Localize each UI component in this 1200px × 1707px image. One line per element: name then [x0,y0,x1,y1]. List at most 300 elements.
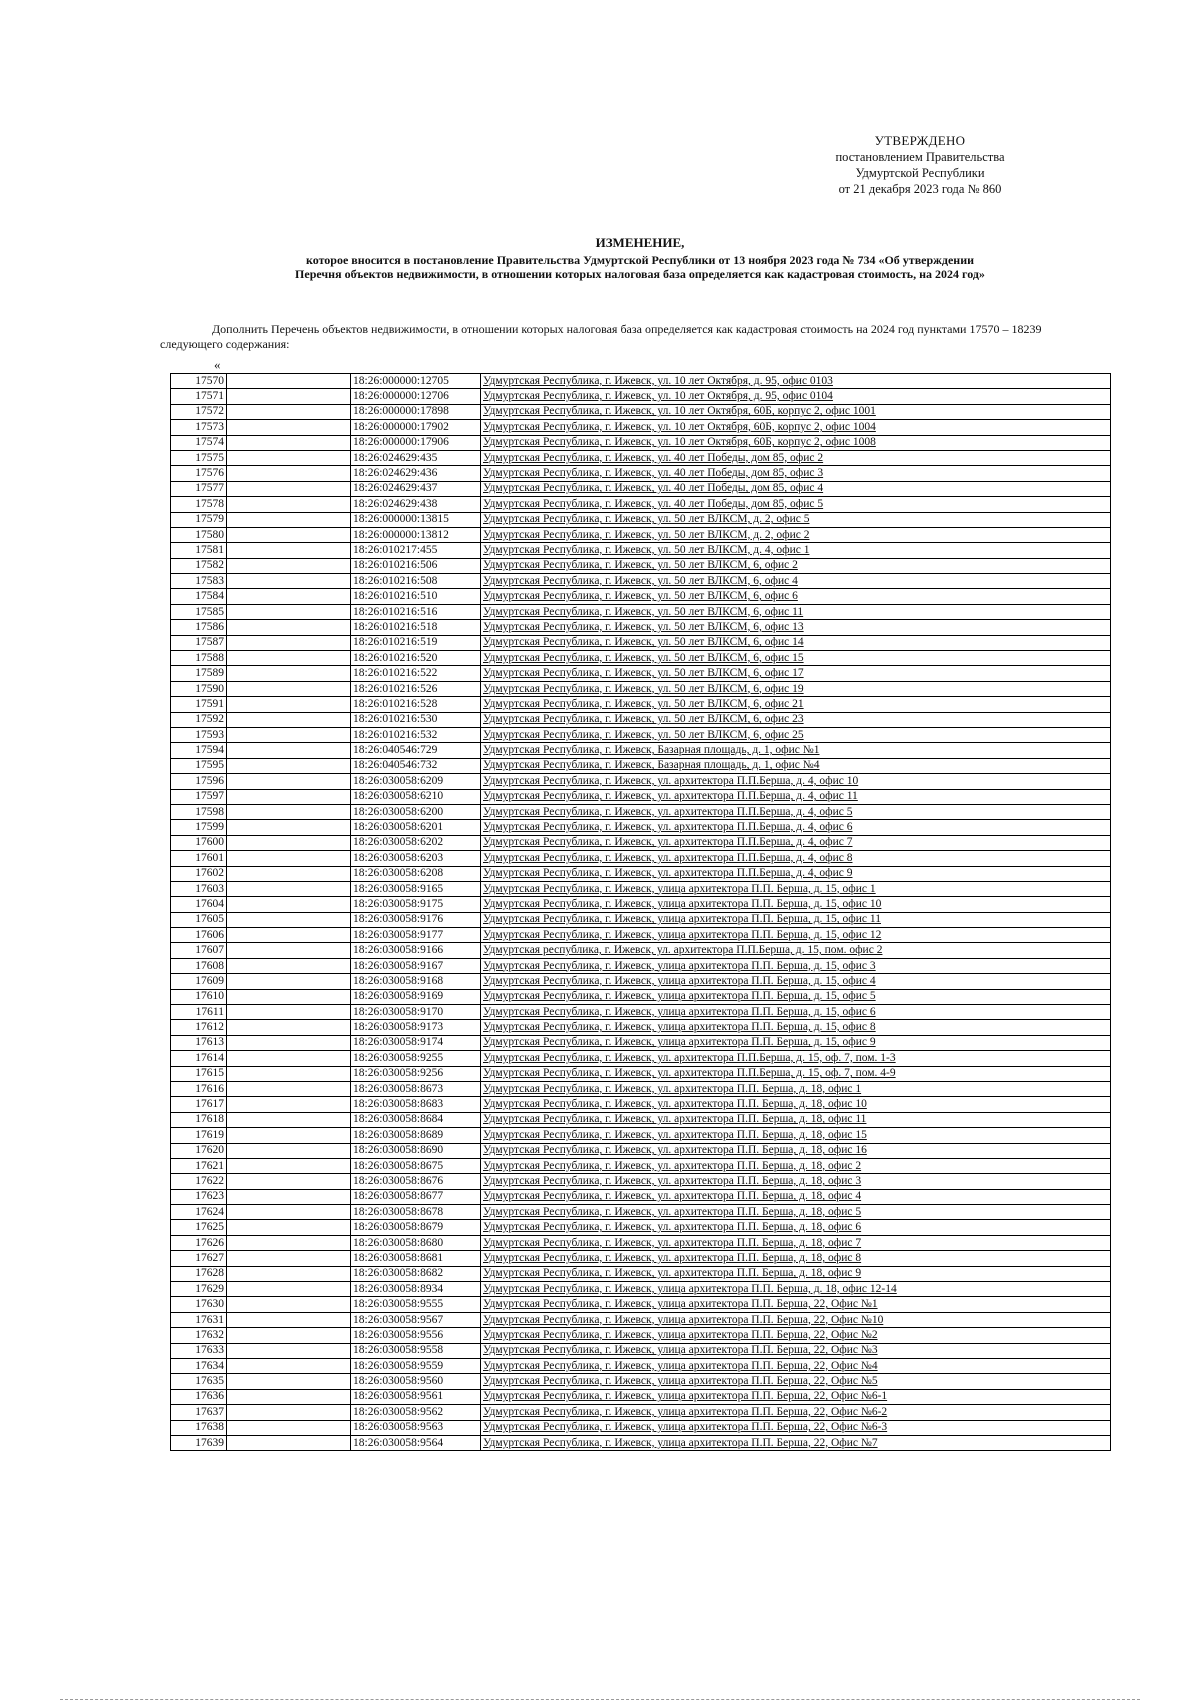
item-number: 17576 [171,466,227,481]
item-number: 17593 [171,727,227,742]
empty-cell [227,1128,351,1143]
table-row [171,1020,1111,1035]
table-row [171,1143,1111,1158]
table-row [171,1359,1111,1374]
table-row [171,1174,1111,1189]
table-row [171,1235,1111,1250]
address: Удмуртская Республика, г. Ижевск, ул. архитектора П.П. Берша, д. 18, офис 1 [481,1081,1111,1096]
address: Удмуртская Республика, г. Ижевск, улица архитектора П.П. Берша, д. 15, офис 8 [481,1020,1111,1035]
item-number: 17610 [171,989,227,1004]
item-number: 17602 [171,866,227,881]
cadastral-number: 18:26:030058:9563 [351,1420,481,1435]
table-row [171,497,1111,512]
table-row [171,1435,1111,1450]
intro-paragraph: Дополнить Перечень объектов недвижимости, в отношении которых налоговая база определяется как кадастровая стоимость на 2024 год пунктами 17570 – 18239 следующего содержания: [160,322,1042,351]
empty-cell [227,1143,351,1158]
address: Удмуртская Республика, г. Ижевск, улица архитектора П.П. Берша, 22, Офис №2 [481,1328,1111,1343]
cadastral-number: 18:26:000000:17898 [351,404,481,419]
item-number: 17603 [171,881,227,896]
empty-cell [227,881,351,896]
table-row [171,466,1111,481]
address: Удмуртская Республика, г. Ижевск, ул. 40 лет Победы, дом 85, офис 5 [481,497,1111,512]
empty-cell [227,1359,351,1374]
address: Удмуртская Республика, г. Ижевск, улица архитектора П.П. Берша, д. 15, офис 11 [481,912,1111,927]
item-number: 17634 [171,1359,227,1374]
address: Удмуртская Республика, г. Ижевск, ул. архитектора П.П. Берша, д. 18, офис 7 [481,1235,1111,1250]
address: Удмуртская Республика, г. Ижевск, ул. 50 лет ВЛКСМ, 6, офис 15 [481,651,1111,666]
address: Удмуртская Республика, г. Ижевск, улица архитектора П.П. Берша, 22, Офис №4 [481,1359,1111,1374]
cadastral-number: 18:26:030058:6202 [351,835,481,850]
table-row [171,1097,1111,1112]
address: Удмуртская Республика, г. Ижевск, Базарная площадь, д. 1, офис №4 [481,758,1111,773]
table-row [171,789,1111,804]
address: Удмуртская Республика, г. Ижевск, ул. архитектора П.П. Берша, д. 18, офис 8 [481,1251,1111,1266]
address: Удмуртская Республика, г. Ижевск, ул. архитектора П.П. Берша, д. 18, офис 11 [481,1112,1111,1127]
table-row [171,820,1111,835]
cadastral-number: 18:26:000000:12706 [351,389,481,404]
address: Удмуртская Республика, г. Ижевск, улица архитектора П.П. Берша, д. 15, офис 3 [481,958,1111,973]
cadastral-number: 18:26:030058:8681 [351,1251,481,1266]
cadastral-number: 18:26:000000:17906 [351,435,481,450]
table-row [171,727,1111,742]
address: Удмуртская Республика, г. Ижевск, ул. архитектора П.П. Берша, д. 18, офис 16 [481,1143,1111,1158]
empty-cell [227,712,351,727]
cadastral-number: 18:26:010216:520 [351,651,481,666]
address: Удмуртская Республика, г. Ижевск, улица архитектора П.П. Берша, 22, Офис №6-3 [481,1420,1111,1435]
cadastral-number: 18:26:040546:732 [351,758,481,773]
address: Удмуртская Республика, г. Ижевск, улица архитектора П.П. Берша, 22, Офис №10 [481,1312,1111,1327]
table-row [171,420,1111,435]
empty-cell [227,820,351,835]
document-heading [200,236,1080,281]
cadastral-number: 18:26:030058:6210 [351,789,481,804]
empty-cell [227,743,351,758]
item-number: 17575 [171,450,227,465]
cadastral-number: 18:26:030058:9177 [351,928,481,943]
table-row [171,1282,1111,1297]
table-row [171,851,1111,866]
empty-cell [227,727,351,742]
item-number: 17600 [171,835,227,850]
address: Удмуртская Республика, г. Ижевск, ул. 10 лет Октября, 60Б, корпус 2, офис 1004 [481,420,1111,435]
item-number: 17587 [171,635,227,650]
table-row [171,1405,1111,1420]
item-number: 17617 [171,1097,227,1112]
table-row [171,774,1111,789]
address: Удмуртская Республика, г. Ижевск, улица архитектора П.П. Берша, 22, Офис №5 [481,1374,1111,1389]
cadastral-number: 18:26:030058:9558 [351,1343,481,1358]
cadastral-number: 18:26:030058:8673 [351,1081,481,1096]
address: Удмуртская Республика, г. Ижевск, улица архитектора П.П. Берша, д. 18, офис 12-14 [481,1282,1111,1297]
cadastral-number: 18:26:000000:13815 [351,512,481,527]
table-row [171,404,1111,419]
item-number: 17591 [171,697,227,712]
address: Удмуртская Республика, г. Ижевск, ул. 40 лет Победы, дом 85, офис 3 [481,466,1111,481]
empty-cell [227,974,351,989]
table-row [171,928,1111,943]
address: Удмуртская Республика, г. Ижевск, улица архитектора П.П. Берша, д. 15, офис 10 [481,897,1111,912]
empty-cell [227,1035,351,1050]
table-row [171,620,1111,635]
cadastral-number: 18:26:030058:8684 [351,1112,481,1127]
empty-cell [227,1189,351,1204]
cadastral-number: 18:26:030058:9174 [351,1035,481,1050]
table-row [171,1081,1111,1096]
item-number: 17628 [171,1266,227,1281]
empty-cell [227,835,351,850]
item-number: 17636 [171,1389,227,1404]
item-number: 17588 [171,651,227,666]
empty-cell [227,1158,351,1173]
empty-cell [227,620,351,635]
item-number: 17625 [171,1220,227,1235]
item-number: 17629 [171,1282,227,1297]
table-row [171,835,1111,850]
table-row [171,804,1111,819]
address: Удмуртская Республика, г. Ижевск, ул. архитектора П.П. Берша, д. 18, офис 15 [481,1128,1111,1143]
address: Удмуртская Республика, г. Ижевск, ул. 50 лет ВЛКСМ, 6, офис 6 [481,589,1111,604]
empty-cell [227,389,351,404]
item-number: 17633 [171,1343,227,1358]
address: Удмуртская Республика, г. Ижевск, улица архитектора П.П. Берша, д. 15, офис 6 [481,1005,1111,1020]
item-number: 17638 [171,1420,227,1435]
table-body [171,374,1111,1451]
empty-cell [227,774,351,789]
empty-cell [227,1066,351,1081]
cadastral-number: 18:26:030058:9170 [351,1005,481,1020]
cadastral-number: 18:26:030058:9169 [351,989,481,1004]
item-number: 17631 [171,1312,227,1327]
cadastral-number: 18:26:030058:8934 [351,1282,481,1297]
cadastral-number: 18:26:030058:9567 [351,1312,481,1327]
address: Удмуртская Республика, г. Ижевск, ул. 50 лет ВЛКСМ, 6, офис 14 [481,635,1111,650]
empty-cell [227,435,351,450]
empty-cell [227,1266,351,1281]
cadastral-number: 18:26:010216:510 [351,589,481,604]
item-number: 17592 [171,712,227,727]
cadastral-number: 18:26:030058:8678 [351,1205,481,1220]
cadastral-number: 18:26:030058:8689 [351,1128,481,1143]
cadastral-number: 18:26:030058:6203 [351,851,481,866]
address: Удмуртская Республика, г. Ижевск, ул. 50 лет ВЛКСМ, 6, офис 21 [481,697,1111,712]
table-row [171,1389,1111,1404]
address: Удмуртская республика, г. Ижевск, ул. архитектора П.П.Берша, д. 15, пом. офис 2 [481,943,1111,958]
empty-cell [227,1097,351,1112]
item-number: 17594 [171,743,227,758]
item-number: 17626 [171,1235,227,1250]
empty-cell [227,374,351,389]
table-row [171,758,1111,773]
table-row [171,958,1111,973]
table-row [171,1205,1111,1220]
empty-cell [227,866,351,881]
address: Удмуртская Республика, г. Ижевск, улица архитектора П.П. Берша, д. 15, офис 9 [481,1035,1111,1050]
address: Удмуртская Республика, г. Ижевск, ул. архитектора П.П.Берша, д. 4, офис 8 [481,851,1111,866]
item-number: 17577 [171,481,227,496]
cadastral-number: 18:26:000000:12705 [351,374,481,389]
table-row [171,604,1111,619]
cadastral-number: 18:26:024629:437 [351,481,481,496]
item-number: 17572 [171,404,227,419]
cadastral-number: 18:26:010216:522 [351,666,481,681]
approval-block [820,133,1020,197]
cadastral-number: 18:26:030058:8675 [351,1158,481,1173]
item-number: 17624 [171,1205,227,1220]
empty-cell [227,989,351,1004]
empty-cell [227,1112,351,1127]
empty-cell [227,450,351,465]
table-row [171,974,1111,989]
address: Удмуртская Республика, г. Ижевск, ул. архитектора П.П. Берша, д. 18, офис 4 [481,1189,1111,1204]
address: Удмуртская Республика, г. Ижевск, ул. 50 лет ВЛКСМ, 6, офис 2 [481,558,1111,573]
item-number: 17605 [171,912,227,927]
table-row [171,912,1111,927]
item-number: 17609 [171,974,227,989]
empty-cell [227,789,351,804]
item-number: 17608 [171,958,227,973]
opening-quote: « [214,357,221,372]
empty-cell [227,1251,351,1266]
table-row [171,1051,1111,1066]
address: Удмуртская Республика, г. Ижевск, ул. архитектора П.П.Берша, д. 4, офис 6 [481,820,1111,835]
item-number: 17622 [171,1174,227,1189]
table-row [171,558,1111,573]
cadastral-number: 18:26:024629:436 [351,466,481,481]
empty-cell [227,497,351,512]
cadastral-number: 18:26:030058:6209 [351,774,481,789]
cadastral-number: 18:26:040546:729 [351,743,481,758]
address: Удмуртская Республика, г. Ижевск, ул. 10 лет Октября, д. 95, офис 0104 [481,389,1111,404]
table-row [171,881,1111,896]
item-number: 17639 [171,1435,227,1450]
address: Удмуртская Республика, г. Ижевск, ул. архитектора П.П.Берша, д. 4, офис 9 [481,866,1111,881]
cadastral-number: 18:26:030058:6200 [351,804,481,819]
table-row [171,374,1111,389]
item-number: 17616 [171,1081,227,1096]
cadastral-number: 18:26:010216:530 [351,712,481,727]
table-row [171,635,1111,650]
address: Удмуртская Республика, г. Ижевск, ул. 50 лет ВЛКСМ, 6, офис 17 [481,666,1111,681]
cadastral-number: 18:26:030058:9560 [351,1374,481,1389]
address: Удмуртская Республика, г. Ижевск, улица архитектора П.П. Берша, 22, Офис №6-1 [481,1389,1111,1404]
cadastral-number: 18:26:024629:435 [351,450,481,465]
table-row [171,1374,1111,1389]
item-number: 17613 [171,1035,227,1050]
empty-cell [227,558,351,573]
approval-date: от 21 декабря 2023 года № 860 [838,182,1002,196]
table-row [171,1220,1111,1235]
address: Удмуртская Республика, г. Ижевск, ул. 50 лет ВЛКСМ, 6, офис 25 [481,727,1111,742]
table-row [171,1112,1111,1127]
empty-cell [227,1420,351,1435]
empty-cell [227,574,351,589]
empty-cell [227,420,351,435]
empty-cell [227,1020,351,1035]
item-number: 17597 [171,789,227,804]
address: Удмуртская Республика, г. Ижевск, ул. 50 лет ВЛКСМ, 6, офис 23 [481,712,1111,727]
item-number: 17620 [171,1143,227,1158]
table-row [171,527,1111,542]
cadastral-number: 18:26:030058:8683 [351,1097,481,1112]
cadastral-number: 18:26:030058:8690 [351,1143,481,1158]
table-row [171,943,1111,958]
cadastral-number: 18:26:010217:455 [351,543,481,558]
cadastral-number: 18:26:010216:508 [351,574,481,589]
address: Удмуртская Республика, г. Ижевск, улица архитектора П.П. Берша, 22, Офис №3 [481,1343,1111,1358]
empty-cell [227,1297,351,1312]
address: Удмуртская Республика, г. Ижевск, улица архитектора П.П. Берша, 22, Офис №1 [481,1297,1111,1312]
item-number: 17570 [171,374,227,389]
address: Удмуртская Республика, г. Ижевск, улица архитектора П.П. Берша, д. 15, офис 1 [481,881,1111,896]
empty-cell [227,897,351,912]
address: Удмуртская Республика, г. Ижевск, ул. архитектора П.П. Берша, д. 18, офис 3 [481,1174,1111,1189]
table-row [171,435,1111,450]
cadastral-number: 18:26:030058:9167 [351,958,481,973]
table-row [171,1312,1111,1327]
empty-cell [227,681,351,696]
address: Удмуртская Республика, г. Ижевск, ул. архитектора П.П. Берша, д. 18, офис 9 [481,1266,1111,1281]
cadastral-number: 18:26:030058:6201 [351,820,481,835]
empty-cell [227,666,351,681]
cadastral-number: 18:26:010216:516 [351,604,481,619]
address: Удмуртская Республика, г. Ижевск, ул. 10 лет Октября, 60Б, корпус 2, офис 1001 [481,404,1111,419]
item-number: 17630 [171,1297,227,1312]
address: Удмуртская Республика, г. Ижевск, ул. 10 лет Октября, 60Б, корпус 2, офис 1008 [481,435,1111,450]
cadastral-number: 18:26:030058:9555 [351,1297,481,1312]
address: Удмуртская Республика, г. Ижевск, ул. архитектора П.П.Берша, д. 4, офис 5 [481,804,1111,819]
item-number: 17618 [171,1112,227,1127]
address: Удмуртская Республика, г. Ижевск, ул. 50 лет ВЛКСМ, 6, офис 19 [481,681,1111,696]
address: Удмуртская Республика, г. Ижевск, Базарная площадь, д. 1, офис №1 [481,743,1111,758]
address: Удмуртская Республика, г. Ижевск, ул. 50 лет ВЛКСМ, д. 2, офис 5 [481,512,1111,527]
empty-cell [227,1051,351,1066]
empty-cell [227,1312,351,1327]
address: Удмуртская Республика, г. Ижевск, ул. 50 лет ВЛКСМ, 6, офис 4 [481,574,1111,589]
empty-cell [227,1282,351,1297]
empty-cell [227,758,351,773]
document-title: ИЗМЕНЕНИЕ, [595,235,685,250]
empty-cell [227,1405,351,1420]
item-number: 17606 [171,928,227,943]
empty-cell [227,1174,351,1189]
address: Удмуртская Республика, г. Ижевск, улица архитектора П.П. Берша, д. 15, офис 4 [481,974,1111,989]
empty-cell [227,527,351,542]
address: Удмуртская Республика, г. Ижевск, ул. архитектора П.П. Берша, д. 18, офис 5 [481,1205,1111,1220]
address: Удмуртская Республика, г. Ижевск, ул. архитектора П.П. Берша, д. 18, офис 10 [481,1097,1111,1112]
table-row [171,989,1111,1004]
table-row [171,681,1111,696]
approval-title: УТВЕРЖДЕНО [874,133,966,148]
address: Удмуртская Республика, г. Ижевск, улица архитектора П.П. Берша, 22, Офис №7 [481,1435,1111,1450]
table-row [171,512,1111,527]
page-edge-line [60,1699,1140,1701]
cadastral-number: 18:26:024629:438 [351,497,481,512]
empty-cell [227,804,351,819]
item-number: 17607 [171,943,227,958]
address: Удмуртская Республика, г. Ижевск, ул. архитектора П.П. Берша, д. 18, офис 6 [481,1220,1111,1235]
cadastral-number: 18:26:030058:6208 [351,866,481,881]
empty-cell [227,1005,351,1020]
empty-cell [227,1343,351,1358]
item-number: 17598 [171,804,227,819]
cadastral-number: 18:26:030058:9562 [351,1405,481,1420]
table-row [171,589,1111,604]
address: Удмуртская Республика, г. Ижевск, ул. 50 лет ВЛКСМ, 6, офис 13 [481,620,1111,635]
item-number: 17574 [171,435,227,450]
table-row [171,1189,1111,1204]
table-row [171,1297,1111,1312]
address: Удмуртская Республика, г. Ижевск, ул. 50 лет ВЛКСМ, д. 4, офис 1 [481,543,1111,558]
cadastral-number: 18:26:030058:8677 [351,1189,481,1204]
item-number: 17586 [171,620,227,635]
empty-cell [227,1205,351,1220]
cadastral-number: 18:26:030058:9173 [351,1020,481,1035]
empty-cell [227,1328,351,1343]
empty-cell [227,604,351,619]
empty-cell [227,1435,351,1450]
cadastral-number: 18:26:030058:9175 [351,897,481,912]
item-number: 17581 [171,543,227,558]
cadastral-number: 18:26:010216:519 [351,635,481,650]
table-row [171,666,1111,681]
empty-cell [227,1389,351,1404]
item-number: 17590 [171,681,227,696]
item-number: 17632 [171,1328,227,1343]
cadastral-number: 18:26:010216:526 [351,681,481,696]
empty-cell [227,928,351,943]
cadastral-number: 18:26:030058:9166 [351,943,481,958]
item-number: 17627 [171,1251,227,1266]
empty-cell [227,1220,351,1235]
cadastral-number: 18:26:030058:9559 [351,1359,481,1374]
approval-line: Удмуртской Республики [855,166,985,180]
item-number: 17585 [171,604,227,619]
address: Удмуртская Республика, г. Ижевск, улица архитектора П.П. Берша, 22, Офис №6-2 [481,1405,1111,1420]
item-number: 17637 [171,1405,227,1420]
cadastral-number: 18:26:000000:13812 [351,527,481,542]
empty-cell [227,851,351,866]
cadastral-number: 18:26:010216:528 [351,697,481,712]
item-number: 17604 [171,897,227,912]
item-number: 17596 [171,774,227,789]
item-number: 17599 [171,820,227,835]
table-row [171,1066,1111,1081]
table-row [171,1343,1111,1358]
cadastral-number: 18:26:030058:8676 [351,1174,481,1189]
empty-cell [227,958,351,973]
empty-cell [227,1081,351,1096]
cadastral-number: 18:26:030058:8682 [351,1266,481,1281]
address: Удмуртская Республика, г. Ижевск, ул. 40 лет Победы, дом 85, офис 4 [481,481,1111,496]
table-row [171,450,1111,465]
table-row [171,1005,1111,1020]
cadastral-number: 18:26:030058:9556 [351,1328,481,1343]
table-row [171,651,1111,666]
address: Удмуртская Республика, г. Ижевск, ул. архитектора П.П.Берша, д. 4, офис 10 [481,774,1111,789]
cadastral-number: 18:26:030058:9564 [351,1435,481,1450]
table-row [171,389,1111,404]
cadastral-number: 18:26:030058:9165 [351,881,481,896]
item-number: 17621 [171,1158,227,1173]
address: Удмуртская Республика, г. Ижевск, ул. архитектора П.П.Берша, д. 4, офис 7 [481,835,1111,850]
empty-cell [227,912,351,927]
address: Удмуртская Республика, г. Ижевск, ул. 50 лет ВЛКСМ, д. 2, офис 2 [481,527,1111,542]
table-row [171,1128,1111,1143]
table-row [171,543,1111,558]
item-number: 17595 [171,758,227,773]
item-number: 17619 [171,1128,227,1143]
address: Удмуртская Республика, г. Ижевск, ул. архитектора П.П. Берша, д. 18, офис 2 [481,1158,1111,1173]
